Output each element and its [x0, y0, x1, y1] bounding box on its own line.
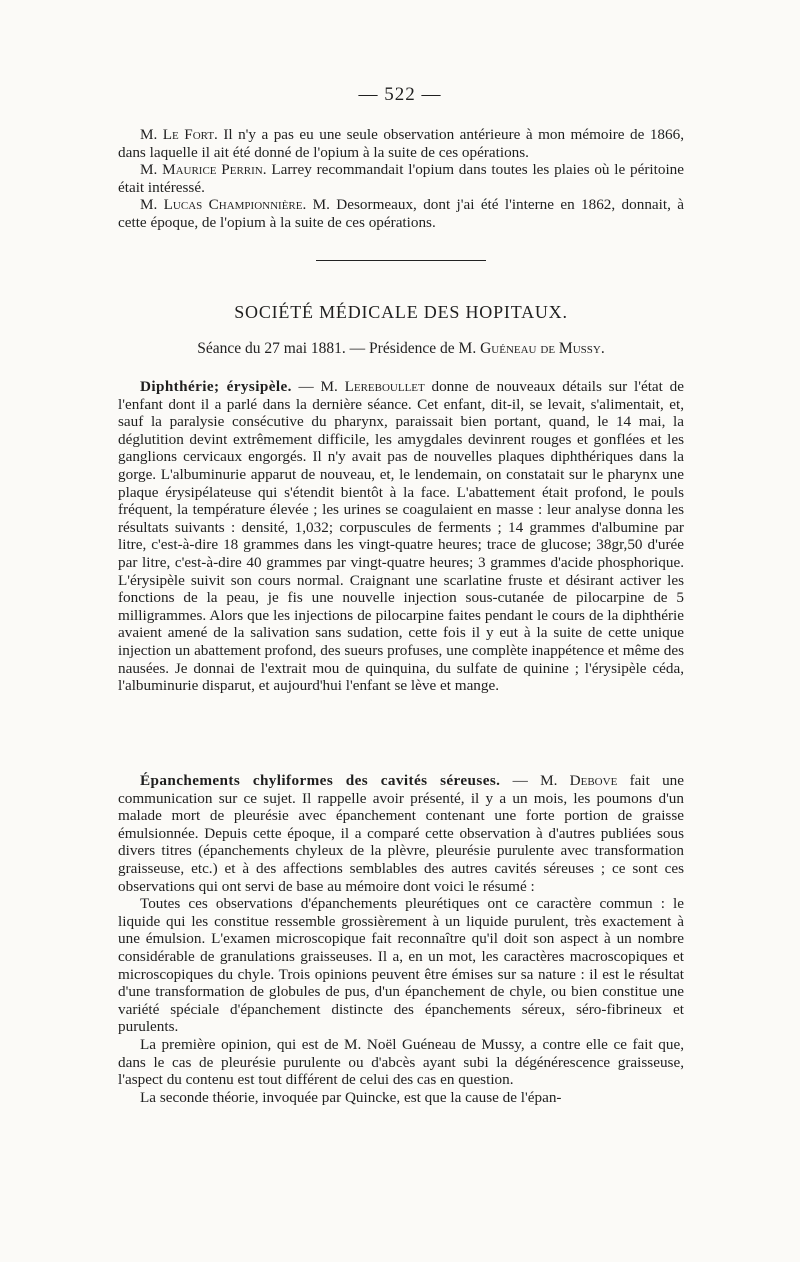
section-heading: Diphthérie; érysipèle.	[140, 378, 292, 395]
paragraph-second-theory: La seconde théorie, invoquée par Quincke, est que la cause de l'épan-	[140, 1088, 562, 1106]
speaker-name: M. Maurice Perrin.	[140, 161, 267, 179]
paragraph-text: Larrey recommandait l'opium dans toutes les plaies où le péritoine était intéressé.	[118, 161, 684, 196]
seance-line	[118, 340, 684, 358]
paragraph-text: fait une communication sur ce sujet. Il rappelle avoir présenté, il y a un mois, les poumons d'un malade mort de pleurésie avec épanchement contenant une forte portion de graisse émulsionnée. Depuis cette époque, il a comparé cette observation à d'autres publiées sous divers titres (épanchements chyleux de la plèvre, pleurésie purulente avec transformation graisseuse, etc.) et à des affections semblables des autres cavités séreuses ; ce sont ces observations qui ont servi de base au mémoire dont voici le résumé :	[118, 772, 684, 895]
paragraph-text: M. Desormeaux, dont j'ai été l'interne en 1862, donnait, à cette époque, de l'opium à la suite de ces opérations.	[118, 196, 684, 231]
president-name: Guéneau de Mussy.	[480, 340, 605, 357]
paragraph-text: donne de nouveaux détails sur l'état de l'enfant dont il a parlé dans la dernière séance. Cet enfant, dit-il, se levait, s'alimentait, et, sauf la paralysie consécutive du pharynx, paraissait bien portant, quand, le 14 mai, la déglutition devint extrêmement difficile, les amygdales devinrent rouges et gonflées et les ganglions cervicaux engorgés. Il n'y avait pas de nouvelles plaques diphthériques dans la gorge. L'albuminurie apparut de nouveau, et, le lendemain, on constatait sur le pharynx une plaque érysipélateuse qui s'étendit bientôt à la face. L'abattement était profond, le pouls fréquent, la température élevée ; les urines se coagulaient en masse : leur analyse donna les résultats suivants : densité, 1,032; corpuscules de ferments ; 14 grammes d'albumine par litre, c'est-à-dire 18 grammes dans les vingt-quatre heures; trace de glucose; 38gr,50 d'urée par litre, c'est-à-dire 40 grammes par vingt-quatre heures; 3 grammes d'acide phosphorique. L'érysipèle suivit son cours normal. Craignant une scarlatine fruste et désirant activer les fonctions de la peau, je fis une nouvelle injection sous-cutanée de pilocarpine de 5 milligrammes. Alors que les injections de pilocarpine faites pendant le cours de la diphthérie avaient amené de la salivation sans sudation, cette fois il y eut à la suite de cette unique injection un abattement profond, des sueurs profuses, une complète inappétence et même des nausées. Je donnai de l'extrait mou de quinquina, du sulfate de quinine ; l'érysipèle céda, l'albuminurie disparut, et aujourd'hui l'enfant se lève et mange.	[118, 378, 684, 695]
section-divider	[316, 260, 486, 261]
page-number: — 522 —	[358, 84, 442, 105]
paragraph-diphtherie	[118, 378, 684, 695]
diphtherie-section	[118, 378, 684, 695]
paragraph-observations: Toutes ces observations d'épanchements pleurétiques ont ce caractère commun : le liquide qui les constitue ressemble grossièrement à un liquide purulent, très exactement à une émulsion. L'examen microscopique fait reconnaître qu'il doit son aspect à un nombre considérable de granulations graisseuses. Il a, en un mot, les caractères macroscopiques et microscopiques du chyle. Trois opinions peuvent être émises sur sa nature : il est le résultat d'une transformation de globules de pus, d'un épanchement de chyle, ou bien constitue une variété spéciale d'épanchement distincte des épanchements séreux, séro-fibrineux et purulents.	[118, 895, 684, 1036]
speaker-name: Debove	[569, 772, 618, 789]
speaker-name: M. Le Fort.	[140, 126, 218, 143]
seance-text: Séance du 27 mai 1881. — Présidence de M.	[197, 340, 477, 357]
society-title: SOCIÉTÉ MÉDICALE DES HOPITAUX.	[234, 302, 568, 322]
paragraph-championniere	[118, 196, 684, 231]
speaker-name: Lereboullet	[344, 378, 425, 395]
speaker-name: M. Lucas Championnière.	[140, 196, 307, 214]
epanchements-section	[118, 772, 684, 1106]
paragraph-text: Il n'y a pas eu une seule observation antérieure à mon mémoire de 1866, dans laquelle il ait été donné de l'opium à la suite de ces opérations.	[118, 126, 684, 161]
dash: — M.	[291, 378, 345, 395]
paragraph-first-opinion: La première opinion, qui est de M. Noël Guéneau de Mussy, a contre elle ce fait que, dans le cas de pleurésie purulente ou d'abcès ayant subi la dégénérescence graisseuse, l'aspect du contenu est tout différent de celui des cas en question.	[118, 1035, 684, 1089]
paragraph-le-fort	[118, 126, 684, 161]
discussion-block	[118, 126, 684, 232]
paragraph-perrin	[118, 161, 684, 196]
section-heading: Épanchements chyliformes des cavités séreuses.	[140, 772, 501, 789]
dash: — M.	[500, 772, 570, 789]
paragraph-epanchements	[118, 772, 684, 895]
